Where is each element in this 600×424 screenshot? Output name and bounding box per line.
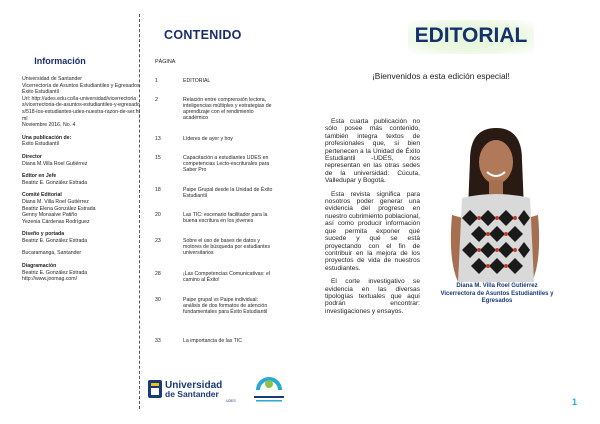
toc-page-number: 33 [155, 338, 161, 344]
toc-title: ¡Las Competencias Comunicativas: el camino al Éxito! [183, 271, 271, 283]
toc-page-number: 30 [155, 297, 161, 303]
page-number: 1 [572, 397, 578, 407]
info-line: Beatriz Elena González Estrada [22, 205, 96, 212]
caption-name: Diana M. Villa Roel Gutiérrez [456, 283, 538, 289]
info-line: Yezenia Cárdenas Rodríguez [22, 218, 90, 225]
toc-entry [155, 297, 275, 315]
editorial-paragraph: Esta cuarta publicación no sólo posee más contenido, también integra textos de profesionales que, si bien pertenecen a la Unidad de Éxito Estudiantil -UDES, nos representan en las otras sedes de la universidad: Cúcuta, Valledupar y Bogotá. [325, 118, 420, 185]
info-block [22, 154, 140, 167]
info-block [22, 192, 140, 225]
toc-title: Sobre el uso de bases de datos y motores de búsqueda por estudiantes universitarios [183, 238, 271, 256]
column-divider [139, 14, 140, 409]
info-line: Noviembre 2016, No. 4 [22, 122, 76, 129]
info-block [22, 231, 140, 244]
toc-entry [155, 97, 275, 121]
toc-title: Capacitación a estudiantes UDES en competencias Lecto-escriturales para Saber Pro [183, 155, 270, 173]
toc-page-number: 1 [155, 78, 158, 84]
toc-title: Paipe Grupal desde la Unidad de Éxito Estudiantil [183, 187, 273, 199]
info-title: Información [34, 56, 86, 66]
toc-entry [155, 155, 275, 173]
toc-title: Líderes de ayer y hoy [183, 136, 233, 142]
editorial-paragraph: Esta revista significa para nosotros poder generar una evidencia del progreso en nuestro cubrimiento poblacional, así como producir información que permita exponer qué sucede y qué se está proyectando con el fin de contribuir en la mejora de los proyectos de vida de nuestros estudiantes. [325, 190, 420, 272]
toc-page-number: 15 [155, 155, 161, 161]
editorial-paragraph: El corte investigativo se evidencia en las diversas tipologías textuales que aquí podrán encontrar: investigaciones y ensayos. [325, 278, 420, 315]
toc-entry [155, 271, 275, 283]
info-line: Éxito Estudiantil [22, 89, 59, 96]
photo-caption [433, 283, 561, 306]
toc-entry [155, 212, 275, 224]
toc-page-number: 20 [155, 212, 161, 218]
info-line: Éxito Estudiantil [22, 141, 59, 148]
toc-entry [155, 238, 275, 256]
toc-title: Relación entre comprensión lectora, inteligencias múltiples y estrategias de aprendizaje con el rendimiento académico [183, 97, 272, 121]
info-block-label: Diseño y portada [22, 231, 65, 238]
info-line: Universidad de Santander [22, 76, 82, 82]
udes-logo-sub: UDES [226, 399, 236, 403]
info-line: Genny Monsalve Patiño [22, 212, 78, 219]
info-line: http://www.joomag.com/ [22, 276, 78, 283]
toc-entry [155, 136, 275, 142]
info-line: Diana M.Villa Roel Gutiérrez [22, 160, 88, 167]
welcome-heading: ¡Bienvenidos a esta edición especial! [372, 71, 510, 81]
info-block [22, 250, 140, 257]
info-block-label: Editor en Jefe [22, 173, 57, 180]
udes-logo-line1: Universidad [165, 380, 223, 391]
toc-page-number: 13 [155, 136, 161, 142]
editorial-title: EDITORIAL [414, 24, 528, 47]
info-block [22, 263, 140, 283]
info-block [22, 173, 140, 186]
editorial-body [325, 118, 420, 321]
udes-logo [146, 377, 238, 403]
info-column [22, 76, 140, 289]
exito-estudiantil-logo [250, 372, 288, 406]
toc-page-number: 23 [155, 238, 161, 244]
toc-page-number: 28 [155, 271, 161, 277]
toc-title: EDITORIAL [183, 78, 211, 84]
udes-logo-line2: de Santander [165, 389, 219, 399]
toc-entry [155, 338, 275, 344]
toc-entry [155, 78, 275, 84]
info-line: Diana M. Villa Roel Gutiérrez [22, 198, 89, 205]
contents-title: CONTENIDO [164, 28, 242, 42]
toc-page-number: 2 [155, 97, 158, 103]
info-line: Vicerrectoría de Asuntos Estudiantiles y Egresados [22, 82, 140, 89]
info-line: Beatriz E. González Estrada [22, 269, 88, 276]
portrait-photo [430, 120, 558, 282]
info-block-label: Una publicación de: [22, 134, 72, 141]
toc-page-number: 18 [155, 187, 161, 193]
toc-title: Las TIC: escenario facilitador para la buena escritura en los jóvenes [183, 212, 268, 224]
info-line: Beatriz E. González Estrada [22, 179, 88, 186]
info-block [22, 135, 140, 148]
info-line: Beatriz E. González Estrada [22, 237, 88, 244]
toc-title: La importancia de las TIC [183, 338, 243, 344]
info-block-label: Comité Editorial [22, 192, 62, 199]
caption-role: Vicerrectora de Asuntos Estudiantiles y Egresados [440, 290, 554, 304]
info-line: Url: http://udes.edu.co/la-universidad/vicerrectorias/vicerrectoria-de-asuntos-estudiantiles-y-egresados/518-los-estudiantes-udes-nuestra-razon-de-ser.html [22, 95, 140, 122]
toc-title: Paipe grupal vs Paipe individual: análisis de dos formatos de atención fundamentales para Éxito Estudiantil [183, 297, 268, 315]
info-block [22, 76, 140, 129]
info-block-label: Diagramación [22, 263, 57, 270]
toc-entry [155, 187, 275, 199]
info-line: Bucaramanga, Santander [22, 250, 82, 257]
page-column-label: PÁGINA [155, 59, 176, 65]
info-block-label: Director [22, 153, 42, 160]
